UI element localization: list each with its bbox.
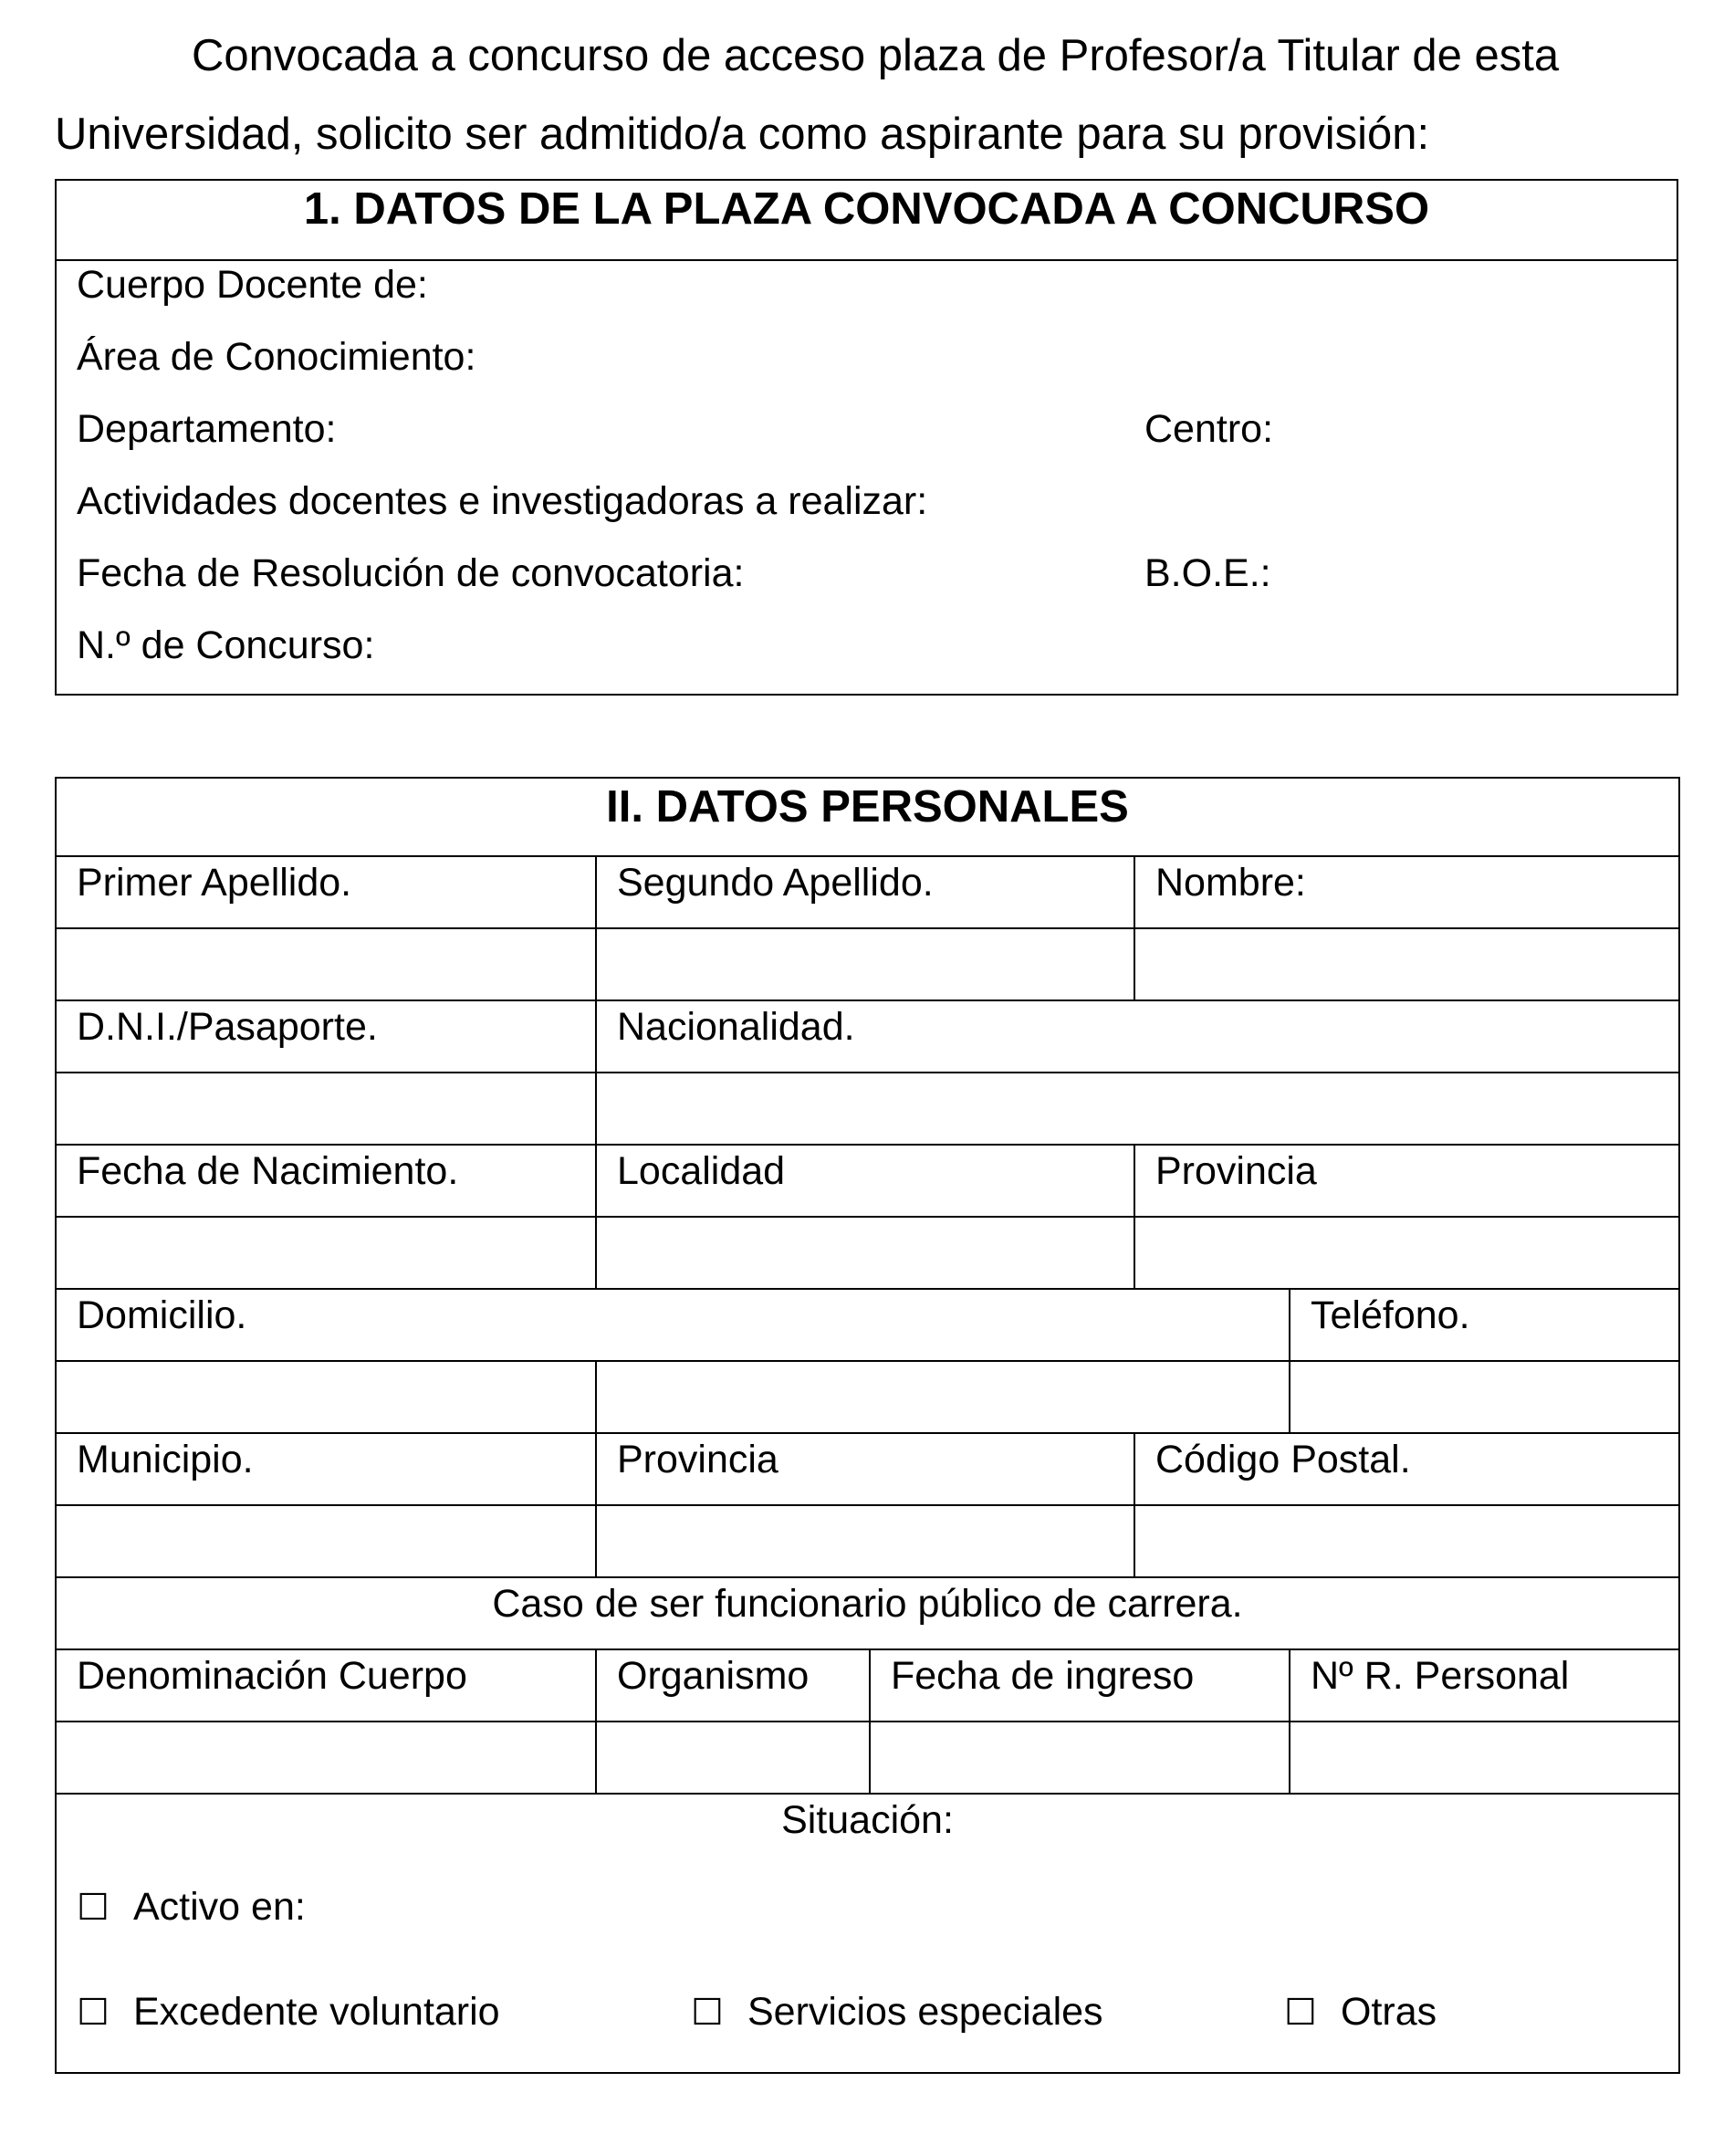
option-servicios[interactable] xyxy=(691,1986,1103,2038)
label-cuerpo-docente: Cuerpo Docente de: xyxy=(77,263,428,307)
label-activo: Activo en: xyxy=(133,1885,306,1929)
checkbox-icon[interactable]: ☐ xyxy=(77,1993,110,2033)
field-localidad[interactable] xyxy=(596,1217,1134,1289)
label-primer-apellido: Primer Apellido. xyxy=(56,856,596,928)
section-plaza-convocada xyxy=(55,179,1678,696)
label-domicilio: Domicilio. xyxy=(56,1289,1290,1361)
row-fecha-resolucion xyxy=(57,549,1677,622)
label-actividades: Actividades docentes e investigadoras a realizar: xyxy=(77,479,928,523)
label-num-concurso: N.º de Concurso: xyxy=(77,623,375,667)
section2-title: II. DATOS PERSONALES xyxy=(56,778,1679,856)
label-fecha-ingreso: Fecha de ingreso xyxy=(870,1649,1290,1722)
label-dni: D.N.I./Pasaporte. xyxy=(56,1000,596,1073)
field-codigo-postal[interactable] xyxy=(1134,1505,1679,1577)
label-fecha-nacimiento: Fecha de Nacimiento. xyxy=(56,1145,596,1217)
field-nrp[interactable] xyxy=(1290,1722,1679,1794)
field-denominacion-cuerpo[interactable] xyxy=(56,1722,596,1794)
field-municipio[interactable] xyxy=(56,1505,596,1577)
field-nombre[interactable] xyxy=(1134,928,1679,1000)
intro-line-1: Convocada a concurso de acceso plaza de Profesor/a Titular de esta xyxy=(192,31,1560,80)
section-datos-personales xyxy=(55,777,1680,2074)
label-denominacion-cuerpo: Denominación Cuerpo xyxy=(56,1649,596,1722)
label-codigo-postal: Código Postal. xyxy=(1134,1433,1679,1505)
field-domicilio-b[interactable] xyxy=(596,1361,1290,1433)
field-provincia-nacimiento[interactable] xyxy=(1134,1217,1679,1289)
label-nrp: Nº R. Personal xyxy=(1290,1649,1679,1722)
situacion-cell xyxy=(56,1794,1679,2073)
label-segundo-apellido: Segundo Apellido. xyxy=(596,856,1134,928)
intro-line-2: Universidad, solicito ser admitido/a como aspirante para su provisión: xyxy=(55,110,1430,159)
field-fecha-ingreso[interactable] xyxy=(870,1722,1290,1794)
label-municipio: Municipio. xyxy=(56,1433,596,1505)
label-departamento: Departamento: xyxy=(77,407,337,451)
option-activo[interactable] xyxy=(77,1881,306,1933)
section1-title: 1. DATOS DE LA PLAZA CONVOCADA A CONCURSO xyxy=(57,181,1677,261)
option-otras[interactable] xyxy=(1284,1986,1437,2038)
label-organismo: Organismo xyxy=(596,1649,870,1722)
checkbox-icon[interactable]: ☐ xyxy=(77,1888,110,1928)
label-provincia-nacimiento: Provincia xyxy=(1134,1145,1679,1217)
field-organismo[interactable] xyxy=(596,1722,870,1794)
label-funcionario: Caso de ser funcionario público de carrera. xyxy=(56,1577,1679,1649)
intro-paragraph xyxy=(55,16,1688,173)
row-cuerpo-docente xyxy=(57,261,1677,333)
field-provincia-domicilio[interactable] xyxy=(596,1505,1134,1577)
row-actividades xyxy=(57,477,1677,549)
label-nacionalidad: Nacionalidad. xyxy=(596,1000,1679,1073)
field-fecha-nacimiento[interactable] xyxy=(56,1217,596,1289)
row-departamento xyxy=(57,405,1677,477)
checkbox-icon[interactable]: ☐ xyxy=(691,1993,724,2033)
label-fecha-resolucion: Fecha de Resolución de convocatoria: xyxy=(77,551,745,595)
label-excedente: Excedente voluntario xyxy=(133,1990,500,2034)
label-area-conocimiento: Área de Conocimiento: xyxy=(77,335,476,379)
row-area xyxy=(57,333,1677,405)
field-segundo-apellido[interactable] xyxy=(596,928,1134,1000)
field-nacionalidad[interactable] xyxy=(596,1073,1679,1145)
label-otras: Otras xyxy=(1341,1990,1437,2034)
label-localidad: Localidad xyxy=(596,1145,1134,1217)
checkbox-icon[interactable]: ☐ xyxy=(1284,1993,1317,2033)
label-telefono: Teléfono. xyxy=(1290,1289,1679,1361)
label-centro: Centro: xyxy=(1144,407,1274,451)
field-primer-apellido[interactable] xyxy=(56,928,596,1000)
label-boe: B.O.E.: xyxy=(1144,551,1271,595)
option-excedente[interactable] xyxy=(77,1986,500,2038)
label-nombre: Nombre: xyxy=(1134,856,1679,928)
label-situacion: Situación: xyxy=(781,1798,954,1842)
field-domicilio-a[interactable] xyxy=(56,1361,596,1433)
label-servicios: Servicios especiales xyxy=(747,1990,1103,2034)
field-dni[interactable] xyxy=(56,1073,596,1145)
row-num-concurso xyxy=(57,622,1677,694)
label-provincia-domicilio: Provincia xyxy=(596,1433,1134,1505)
field-telefono[interactable] xyxy=(1290,1361,1679,1433)
